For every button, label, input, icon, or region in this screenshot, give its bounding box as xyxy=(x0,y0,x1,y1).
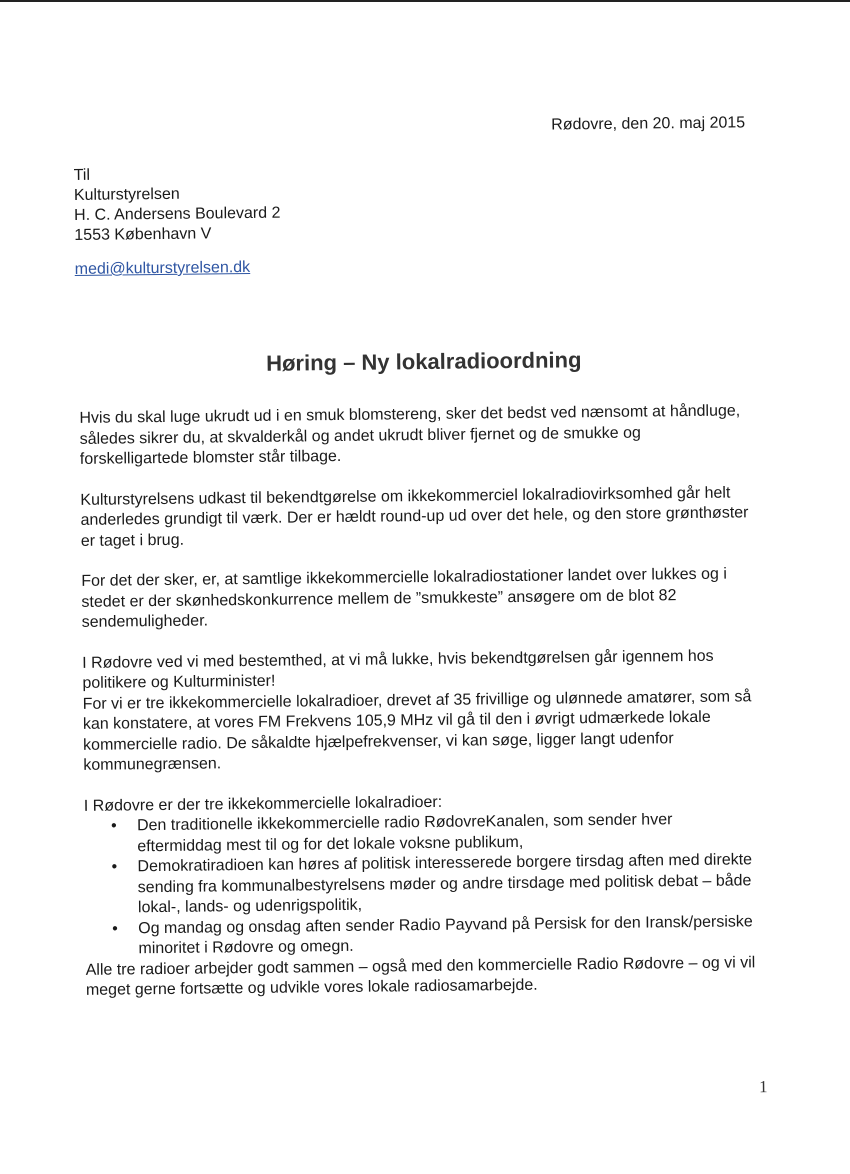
radio-list xyxy=(84,809,758,960)
paragraph: I Rødovre ved vi med bestemthed, at vi må lukke, hvis bekendtgørelsen går igennem hos politikere og Kulturminister! xyxy=(82,647,714,692)
paragraph: Hvis du skal luge ukrudt ud i en smuk blomstereng, sker det bedst ved nænsomt at håndluge, således sikrer du, at skvalderkål og andet ukrudt bliver fjernet og de smukke og forskelligartede blomster står tilbage. xyxy=(79,402,741,468)
letter-date: Rødovre, den 20. maj 2015 xyxy=(551,114,746,134)
recipient-city: 1553 København V xyxy=(74,225,212,244)
paragraph: Kulturstyrelsens udkast til bekendtgørelse om ikkekommerciel lokalradiovirksomhed går helt anderledes grundigt til værk. Der er hældt round-up ud over det hele, og den store grønthøster er taget i brug. xyxy=(80,484,749,550)
recipient-address xyxy=(74,164,281,246)
list-item: • Og mandag og onsdag aften sender Radio Payvand på Persisk for den Iransk/persiske minoritet i Rødovre og omegn. xyxy=(138,912,757,960)
paragraph: I Rødovre er der tre ikkekommercielle lokalradioer: xyxy=(83,793,443,815)
page-number: 1 xyxy=(758,1077,768,1097)
email-link[interactable]: medi@kulturstyrelsen.dk xyxy=(74,258,251,278)
recipient-name: Kulturstyrelsen xyxy=(73,185,180,204)
recipient-line: Til xyxy=(73,166,91,184)
letter-body xyxy=(79,401,758,1021)
paragraph: For det der sker, er, at samtlige ikkekommercielle lokalradiostationer landet over lukkes og i stedet er der skønhedskonkurrence mellem de ”smukkeste” ansøgere om de blot 82 sendemuligheder. xyxy=(81,565,727,631)
list-item: • Den traditionelle ikkekommercielle radio RødovreKanalen, som sender hver eftermiddag mest til og for det lokale voksne publikum, xyxy=(137,809,756,857)
recipient-street: H. C. Andersens Boulevard 2 xyxy=(74,204,281,224)
paragraph: Alle tre radioer arbejder godt sammen – også med den kommercielle Radio Rødovre – og vi vil meget gerne fortsætte og udvikle vores lokale radiosamarbejde. xyxy=(85,953,756,999)
list-item: • Demokratiradioen kan høres af politisk interesserede borgere tirsdag aften med direkte sending fra kommunalbestyrelsens møder og andre tirsdage med politisk debat – både lokal-, lands- og udenrigspolitik, xyxy=(137,850,757,919)
letter-title: Høring – Ny lokalradioordning xyxy=(265,347,582,376)
paragraph: For vi er tre ikkekommercielle lokalradioer, drevet af 35 frivillige og ulønnede amatører, som så kan konstatere, at vores FM Frekvens 105,9 MHz vil gå til den i øvrigt udmærkede lokale kommercielle radio. De såkaldte hjælpefrekvenser, vi kan søge, ligger langt udenfor kommunegrænsen. xyxy=(82,687,752,774)
